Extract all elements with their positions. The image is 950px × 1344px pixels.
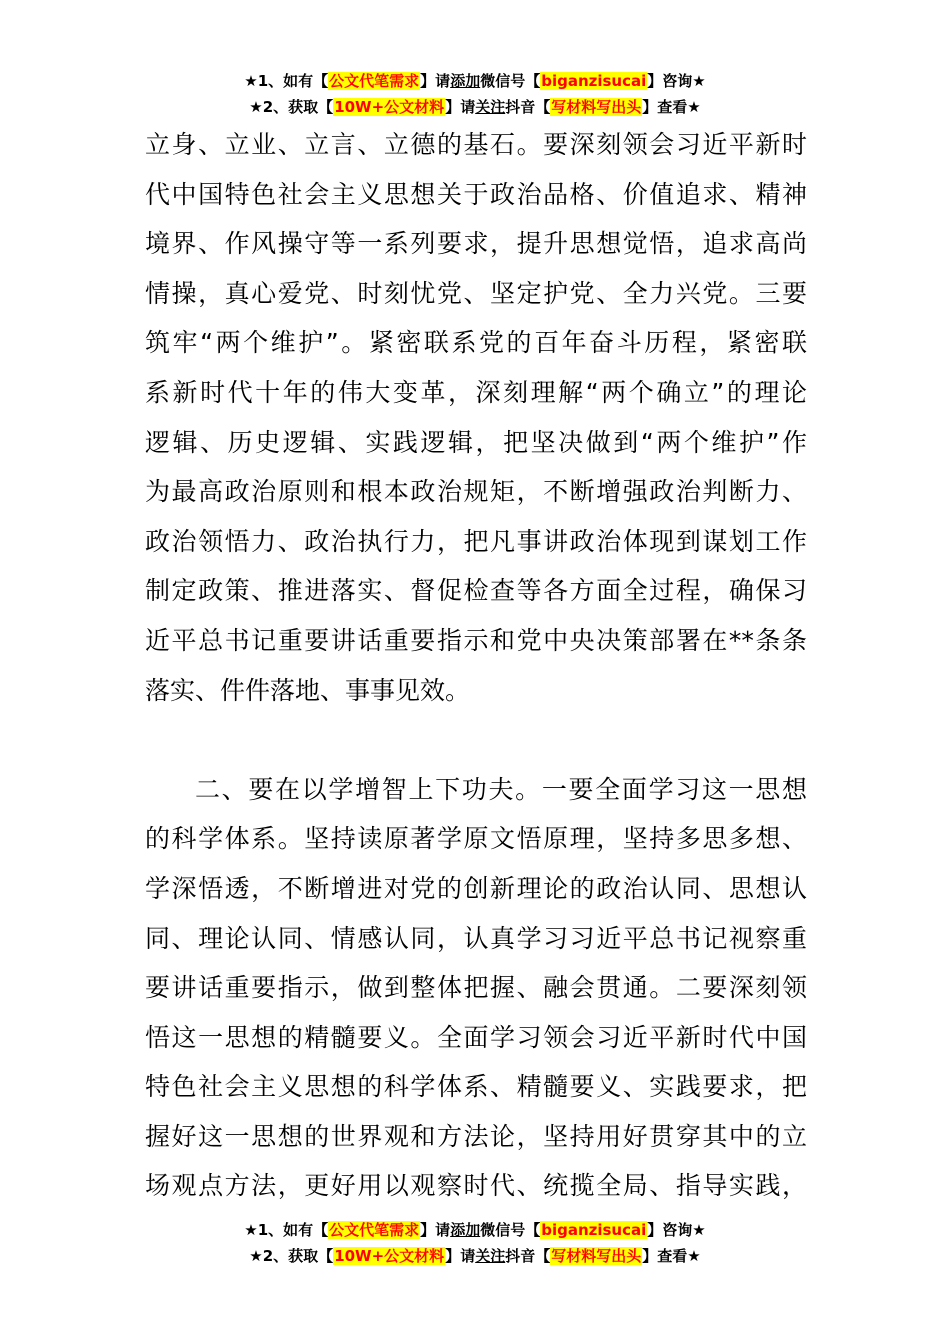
banner-line-1 — [0, 1217, 950, 1243]
banner-text: 微信号【 — [480, 72, 541, 90]
banner-text: ★2、获取【 — [249, 98, 334, 116]
text-line: 特色社会主义思想的科学体系、精髓要义、实践要求，把 — [145, 1072, 807, 1102]
banner-highlight: biganzisucai — [541, 1221, 647, 1239]
text-line: 场观点方法，更好用以观察时代、统揽全局、指导实践， — [145, 1171, 807, 1201]
banner-text: 】查看★ — [642, 1247, 701, 1265]
text-line: 的科学体系。坚持读原著学原文悟原理，坚持多思多想、 — [145, 824, 807, 854]
text-line: 系新时代十年的伟大变革，深刻理解“两个确立”的理论 — [145, 377, 807, 407]
banner-text: 】咨询★ — [647, 72, 706, 90]
paragraph-1 — [145, 120, 807, 715]
footer-banner — [0, 1217, 950, 1269]
text-line: 悟这一思想的精髓要义。全面学习领会习近平新时代中国 — [145, 1022, 807, 1052]
banner-text: ★2、获取【 — [249, 1247, 334, 1265]
header-banner — [0, 68, 950, 120]
banner-text: ★1、如有【 — [244, 72, 329, 90]
text-line: 二、要在以学增智上下功夫。一要全面学习这一思想 — [195, 774, 807, 804]
banner-highlight: 写材料写出头 — [551, 1247, 642, 1265]
text-line: 同、理论认同、情感认同，认真学习习近平总书记视察重 — [145, 923, 807, 953]
banner-underlined: 关注 — [475, 1247, 506, 1265]
text-line: 近平总书记重要讲话重要指示和党中央决策部署在**条条 — [145, 625, 807, 655]
banner-highlight: biganzisucai — [541, 72, 647, 90]
text-line: 学深悟透，不断增进对党的创新理论的政治认同、思想认 — [145, 873, 807, 903]
text-line: 制定政策、推进落实、督促检查等各方面全过程，确保习 — [145, 576, 807, 606]
banner-text: 】请 — [420, 72, 451, 90]
banner-text: 抖音【 — [505, 98, 551, 116]
text-line: 要讲话重要指示，做到整体把握、融会贯通。二要深刻领 — [145, 973, 807, 1003]
banner-underlined: 添加 — [450, 72, 481, 90]
banner-text: 】咨询★ — [647, 1221, 706, 1239]
banner-highlight: 公文代笔需求 — [329, 72, 420, 90]
banner-highlight: 公文代笔需求 — [329, 1221, 420, 1239]
text-line: 境界、作风操守等一系列要求，提升思想觉悟，追求高尚 — [145, 229, 807, 259]
text-line: 筑牢“两个维护”。紧密联系党的百年奋斗历程，紧密联 — [145, 328, 807, 358]
banner-underlined: 添加 — [450, 1221, 481, 1239]
banner-highlight: 写材料写出头 — [551, 98, 642, 116]
banner-highlight: 10W+公文材料 — [334, 98, 445, 116]
text-line: 握好这一思想的世界观和方法论，坚持用好贯穿其中的立 — [145, 1121, 807, 1151]
text-line: 政治领悟力、政治执行力，把凡事讲政治体现到谋划工作 — [145, 526, 807, 556]
banner-text: 微信号【 — [480, 1221, 541, 1239]
text-line: 情操，真心爱党、时刻忧党、坚定护党、全力兴党。三要 — [145, 278, 807, 308]
banner-line-2 — [0, 1243, 950, 1269]
paragraph-spacer — [145, 715, 807, 765]
text-line: 立身、立业、立言、立德的基石。要深刻领会习近平新时 — [145, 130, 807, 159]
banner-text: 】请 — [420, 1221, 451, 1239]
banner-text: ★1、如有【 — [244, 1221, 329, 1239]
text-line: 为最高政治原则和根本政治规矩，不断增强政治判断力、 — [145, 477, 807, 507]
banner-line-1 — [0, 68, 950, 94]
text-line: 落实、件件落地、事事见效。 — [145, 675, 471, 705]
banner-text: 】查看★ — [642, 98, 701, 116]
banner-line-2 — [0, 94, 950, 120]
banner-underlined: 关注 — [475, 98, 506, 116]
paragraph-2 — [145, 765, 807, 1211]
banner-text: 】请 — [445, 1247, 476, 1265]
text-line: 代中国特色社会主义思想关于政治品格、价值追求、精神 — [145, 179, 807, 209]
banner-text: 】请 — [445, 98, 476, 116]
document-body — [145, 120, 807, 1211]
banner-text: 抖音【 — [505, 1247, 551, 1265]
text-line: 逻辑、历史逻辑、实践逻辑，把坚决做到“两个维护”作 — [145, 427, 807, 457]
banner-highlight: 10W+公文材料 — [334, 1247, 445, 1265]
